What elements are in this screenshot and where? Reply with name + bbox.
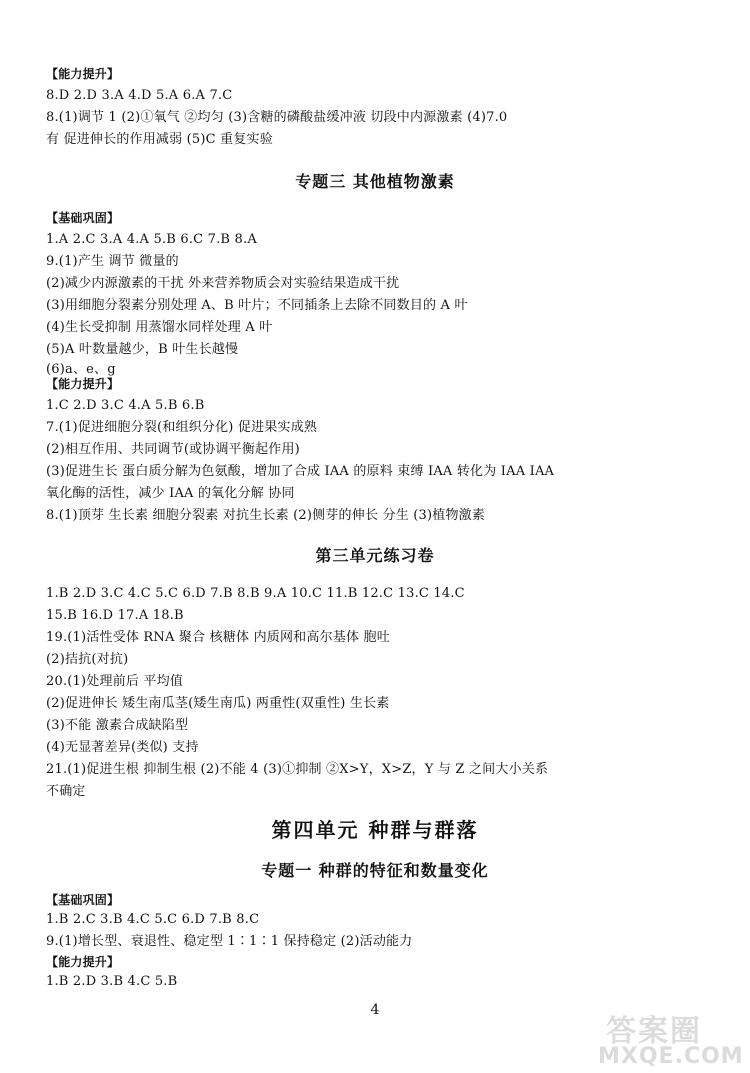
answer-line: (2)相互作用、共同调节(或协调平衡起作用) [46,442,300,457]
watermark-url: MXQE.COM [598,1044,744,1069]
answer-line: (3)用细胞分裂素分别处理 A、B 叶片；不同插条上去除不同数目的 A 叶 [46,298,468,313]
section-tag: 【基础巩固】 [46,893,120,907]
section-tag: 【能力提升】 [46,377,120,391]
answer-line: 1.B 2.D 3.B 4.C 5.B [46,974,178,989]
answer-line: 8.D 2.D 3.A 4.D 5.A 6.A 7.C [46,88,233,103]
answer-line: (6)a、e、g [46,362,116,377]
answer-line: 不确定 [46,784,86,799]
answer-line: 20.(1)处理前后 平均值 [46,674,184,689]
answer-line: 氧化酶的活性，减少 IAA 的氧化分解 协同 [46,486,295,501]
topic-title: 专题三 其他植物激素 [295,172,455,191]
section-tag: 【能力提升】 [46,67,120,81]
section-tag: 【能力提升】 [46,955,120,969]
page-number: 4 [370,1002,380,1018]
watermark-logo [594,1006,744,1068]
answer-line: (4)生长受抑制 用蒸馏水同样处理 A 叶 [46,320,273,335]
answer-line: 1.B 2.C 3.B 4.C 5.C 6.D 7.B 8.C [46,912,260,927]
answer-line: (2)拮抗(对抗) [46,652,129,667]
section-tag: 【基础巩固】 [46,211,120,225]
answer-line: 15.B 16.D 17.A 18.B [46,608,184,623]
answer-line: 9.(1)增长型、衰退性、稳定型 1∶1∶1 保持稳定 (2)活动能力 [46,934,413,949]
answer-line: 1.C 2.D 3.C 4.A 5.B 6.B [46,398,205,413]
answer-line: 8.(1)顶芽 生长素 细胞分裂素 对抗生长素 (2)侧芽的伸长 分生 (3)植物激素 [46,508,486,523]
answer-line: (3)促进生长 蛋白质分解为色氨酸，增加了合成 IAA 的原料 束缚 IAA 转化为 IAA IAA [46,464,555,479]
answer-line: 有 促进伸长的作用减弱 (5)C 重复实验 [46,132,273,147]
answer-line: 21.(1)促进生根 抑制生根 (2)不能 4 (3)①抑制 ②X>Y，X>Z，Y 与 Z 之间大小关系 [46,762,549,777]
answer-line: 9.(1)产生 调节 微量的 [46,254,179,269]
answer-line: (2)促进伸长 矮生南瓜茎(矮生南瓜) 两重性(双重性) 生长素 [46,696,390,711]
watermark-text: 答案圈 [606,1014,702,1049]
answer-line: 1.B 2.D 3.C 4.C 5.C 6.D 7.B 8.B 9.A 10.C 11.B 12.C 13.C 14.C [46,586,465,601]
answer-line: (5)A 叶数量越少，B 叶生长越慢 [46,342,239,357]
topic-title: 专题一 种群的特征和数量变化 [261,861,489,880]
answer-line: 19.(1)活性受体 RNA 聚合 核糖体 内质网和高尔基体 胞吐 [46,630,390,645]
answer-line: 1.A 2.C 3.A 4.A 5.B 6.C 7.B 8.A [46,232,257,247]
answer-line: (4)无显著差异(类似) 支持 [46,740,199,755]
answer-line: 7.(1)促进细胞分裂(和组织分化) 促进果实成熟 [46,420,318,435]
answer-line: (3)不能 激素合成缺陷型 [46,718,189,733]
unit-exercise-title: 第三单元练习卷 [315,546,435,565]
answer-line: 8.(1)调节 1 (2)①氧气 ②均匀 (3)含糖的磷酸盐缓冲液 切段中内源激素 (4)7.0 [46,110,508,125]
unit-title: 第四单元 种群与群落 [271,818,479,842]
answer-line: (2)减少内源激素的干扰 外来营养物质会对实验结果造成干扰 [46,276,400,291]
